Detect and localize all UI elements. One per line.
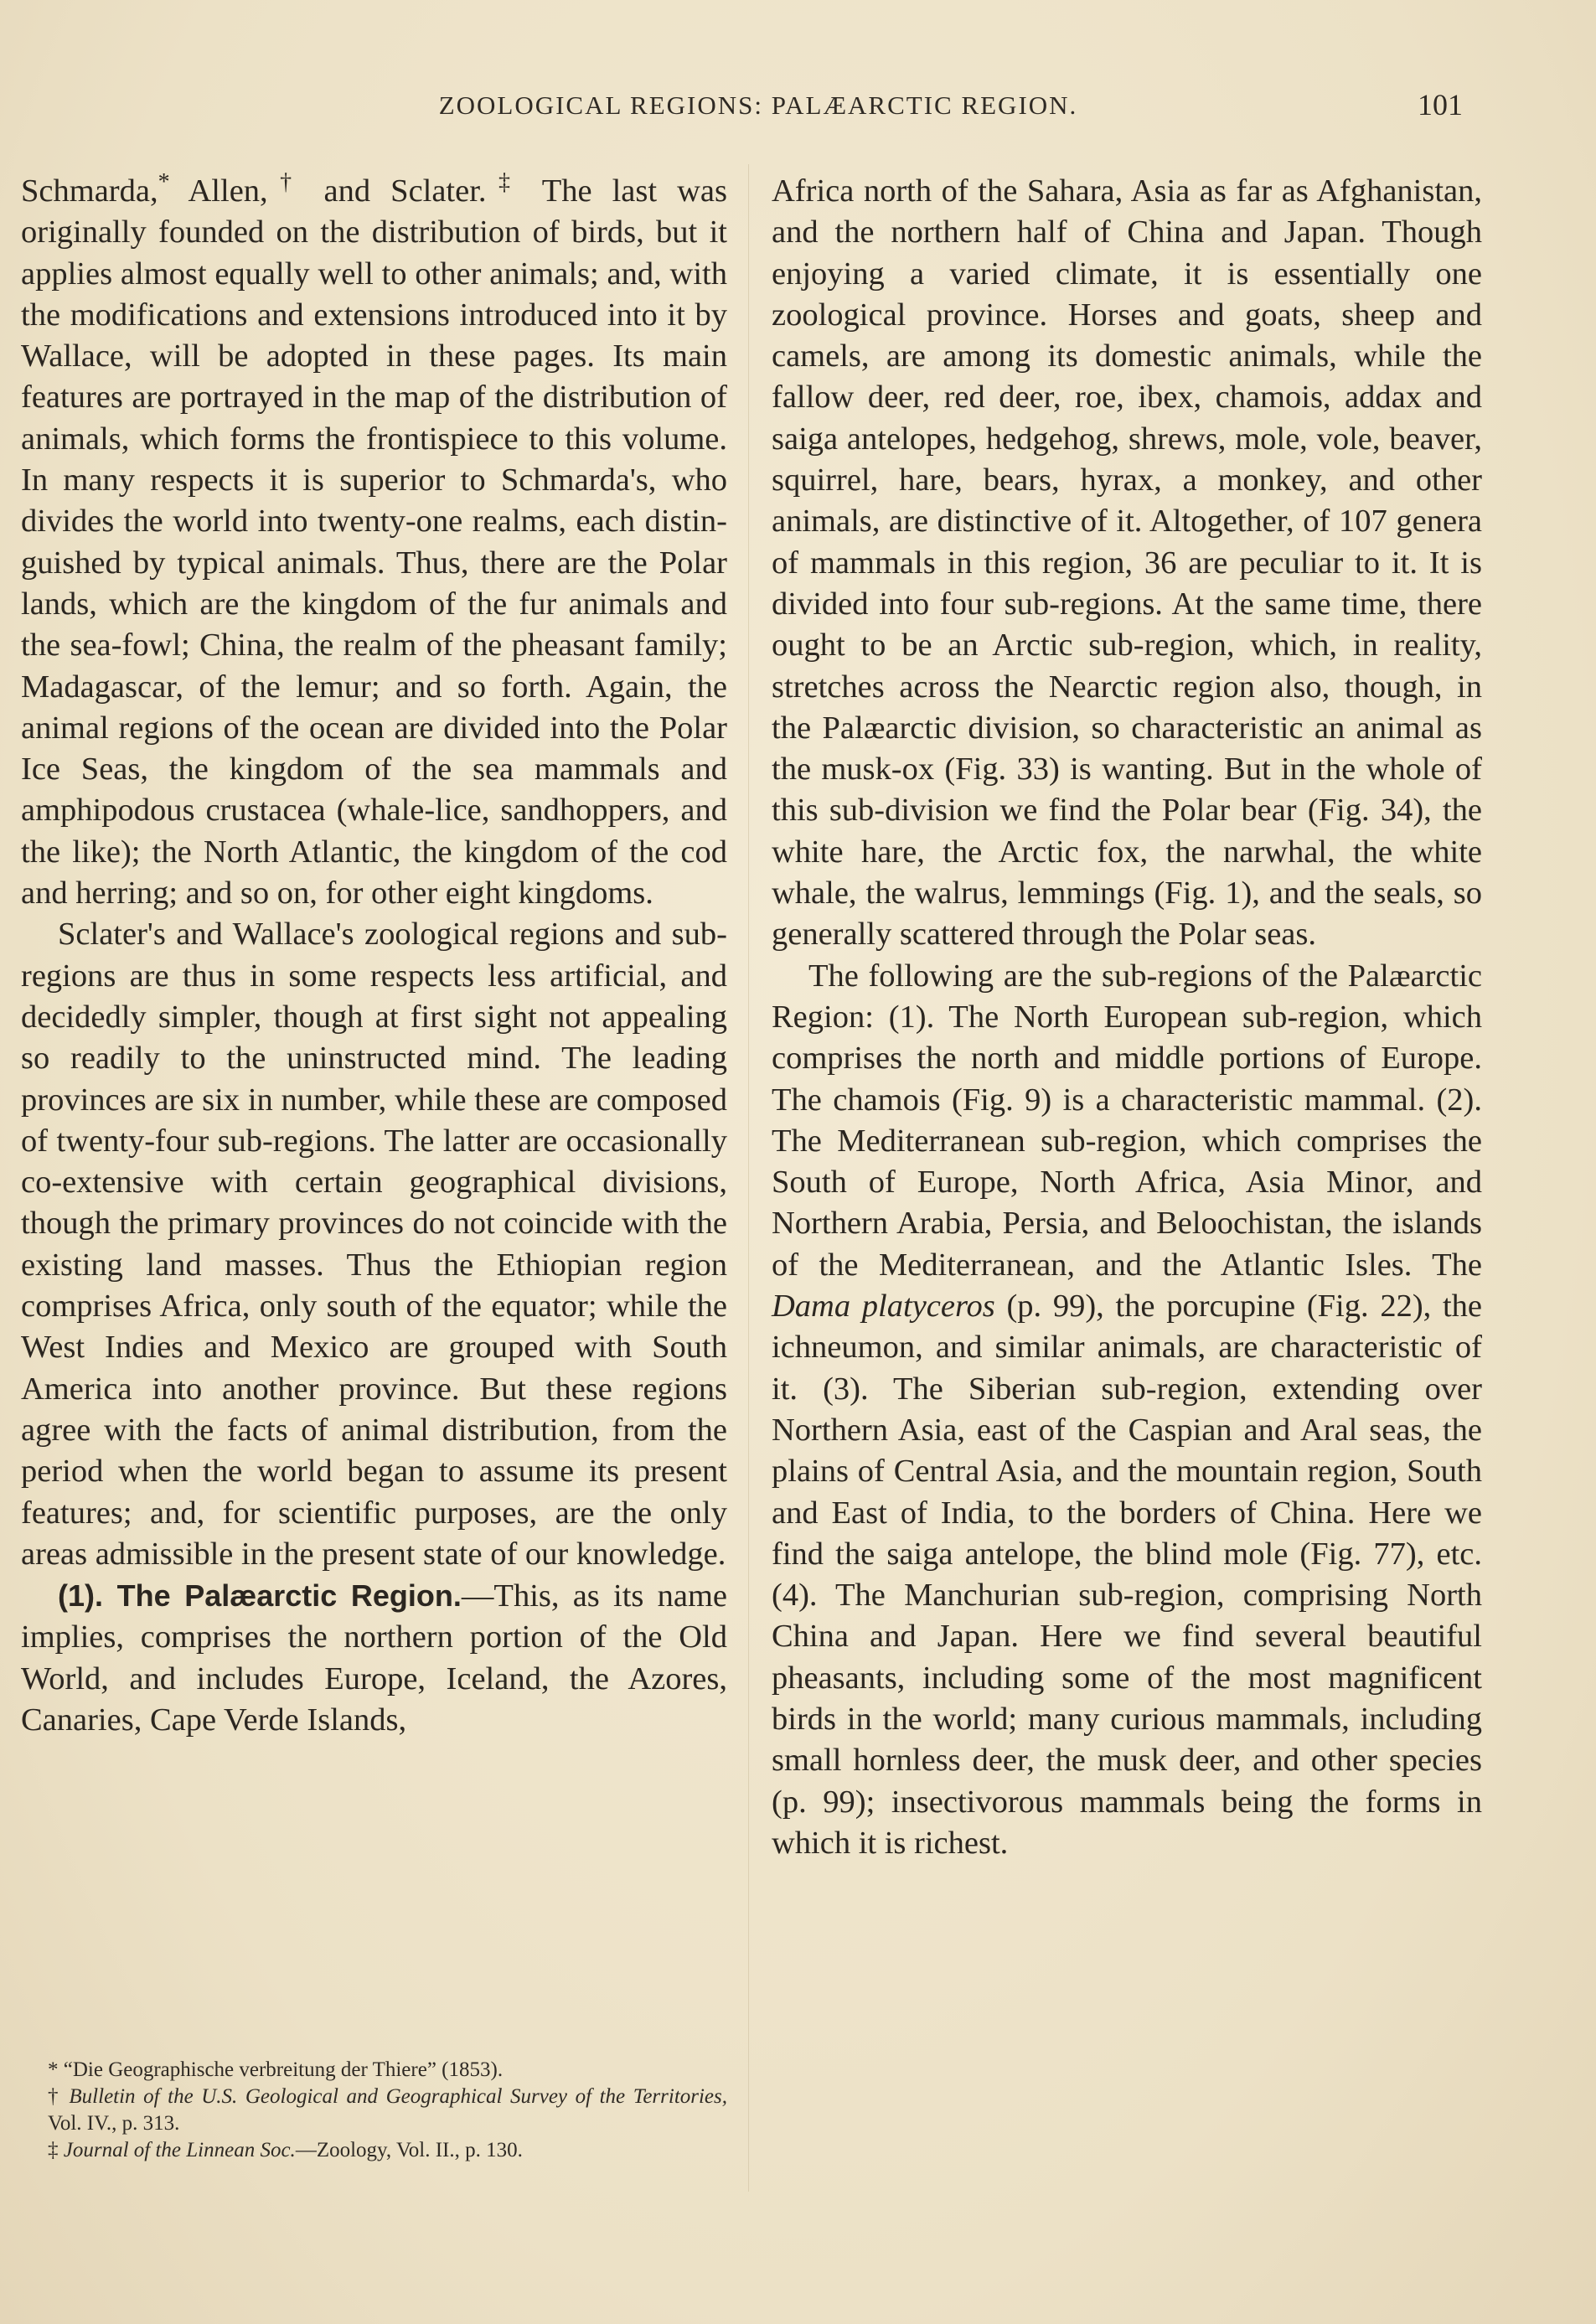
text-run: The last was originally founded on the distribution of birds, but it applies almost equally well to other animals; and, with the modifications and extensions introduced into it by Wallace, will be adopted in these pages. Its main features are portrayed in the map of the distribution of animals, which forms the frontispiece to this volume. In many respects it is superior to Schmarda's, who divides the world into twenty-one realms, each distinguished by typical animals. Thus, there are the Polar lands, which are the kingdom of the fur animals and the sea-fowl; China, the realm of the pheasant family; Madagascar, of the lemur; and so forth. Again, the animal regions of the ocean are divided into the Polar Ice Seas, the kingdom of the sea mammals and amphipodous crustacea (whale-lice, sandhoppers, and the like); the North Atlantic, the kingdom of the cod and herring; and so on, for other eight kingdoms.	[21, 173, 727, 912]
footnote-text: Vol. IV., p. 313.	[48, 2112, 180, 2135]
column-gutter	[748, 164, 749, 2192]
text-run: —This, as its name implies, comprises the northern portion of the Old World, and includes Europe, Iceland, the Azores, Canaries, Cape Verde Islands,	[21, 1578, 727, 1738]
footnote-2	[21, 2084, 727, 2137]
footnote-mark: *	[48, 2058, 59, 2081]
section-heading: (1). The Palæarctic Region.	[58, 1578, 462, 1614]
footnote-citation: Bulletin of the U.S. Geological and Geographical Survey of the Territories,	[69, 2085, 728, 2108]
footnote-1	[21, 2057, 727, 2084]
footnote-ref-1: *	[158, 169, 170, 195]
paragraph-palaearctic-intro	[21, 1575, 727, 1741]
paragraph-palaearctic-continued: Africa north of the Sahara, Asia as far as Afghanistan, and the northern half of China and Japan. Though enjoying a varied climate, it is essentially one zoological province. Horses and goats, sheep and camels, are among its domestic animals, while the fallow deer, red deer, roe, ibex, chamois, addax and saiga antelopes, hedgehog, shrews, mole, vole, beaver, squirrel, hare, bears, hyrax, a monkey, and other animals, are distinctive of it. Altogether, of 107 genera of mammals in this region, 36 are peculiar to it. It is divided into four sub-regions. At the same time, there ought to be an Arctic sub-region, which, in reality, stretches across the Nearctic region also, though, in the Palæarctic division, so characteristic an animal as the musk-ox (Fig. 33) is wanting. But in the whole of this sub-division we find the Polar bear (Fig. 34), the white hare, the Arctic fox, the narwhal, the white whale, the walrus, lemmings (Fig. 1), and the seals, so generally scattered through the Polar seas.	[772, 173, 1482, 953]
footnotes	[21, 2057, 727, 2164]
text-run: Allen,	[169, 173, 268, 209]
footnote-text: “Die Geographische verbreitung der Thiere” (1853).	[63, 2058, 504, 2081]
paragraph-sub-regions	[772, 956, 1482, 1865]
text-run: The following are the sub-regions of the Palæarctic Region: (1). The North European sub-region, which comprises the north and middle portions of Europe. The chamois (Fig. 9) is a characteristic mammal. (2). The Mediterranean sub-region, which comprises the South of Europe, North Africa, Asia Minor, and Northern Arabia, Persia, and Beloochistan, the islands of the Mediterranean, and the Atlantic Isles. The	[772, 958, 1482, 1283]
running-title: ZOOLOGICAL REGIONS: PALÆARCTIC REGION.	[438, 90, 1078, 120]
footnote-ref-2: †	[267, 169, 304, 195]
footnote-3	[21, 2137, 727, 2164]
page-number: 101	[1418, 88, 1463, 121]
footnote-mark: †	[48, 2085, 61, 2108]
footnote-citation: Journal of the Linnean Soc.	[63, 2139, 296, 2161]
footnote-text: —Zoology, Vol. II., p. 130.	[295, 2139, 523, 2161]
footnote-ref-3: ‡	[486, 169, 523, 195]
paragraph-schmarda	[21, 171, 727, 914]
text-run: and Sclater.	[303, 173, 487, 209]
left-column	[21, 171, 727, 1741]
paragraph-sclater-wallace: Sclater's and Wallace's zoological regions and sub-regions are thus in some respects less artificial, and decidedly simpler, though at first sight not appealing so readily to the uninstructed mind. The leading provinces are six in number, while these are composed of twenty-four sub-regions. The latter are occasionally co-extensive with certain geographical divisions, though the primary provinces do not coincide with the existing land masses. Thus the Ethiopian region comprises Africa, only south of the equator; while the West Indies and Mexico are grouped with South America into another province. But these regions agree with the facts of animal distribution, from the period when the world began to assume its present features; and, for scientific purposes, are the only areas admissible in the present state of our knowledge.	[21, 917, 727, 1572]
right-column	[772, 171, 1482, 1864]
species-name: Dama platyceros	[772, 1289, 995, 1325]
text-run: (p. 99), the porcupine (Fig. 22), the ichneumon, and similar animals, are characteristic of it. (3). The Siberian sub-region, extending over Northern Asia, east of the Caspian and Aral seas, the plains of Central Asia, and the mountain region, South and East of India, to the borders of China. Here we find the saiga antelope, the blind mole (Fig. 77), etc. (4). The Manchurian sub-region, comprising North China and Japan. Here we find several beautiful pheasants, including some of the most magnificent birds in the world; many curious mammals, including small hornless deer, the musk deer, and other species (p. 99); insectivorous mammals being the forms in which it is richest.	[772, 1289, 1482, 1861]
text-run: Schmarda,	[21, 173, 158, 209]
footnote-mark: ‡	[48, 2139, 59, 2161]
